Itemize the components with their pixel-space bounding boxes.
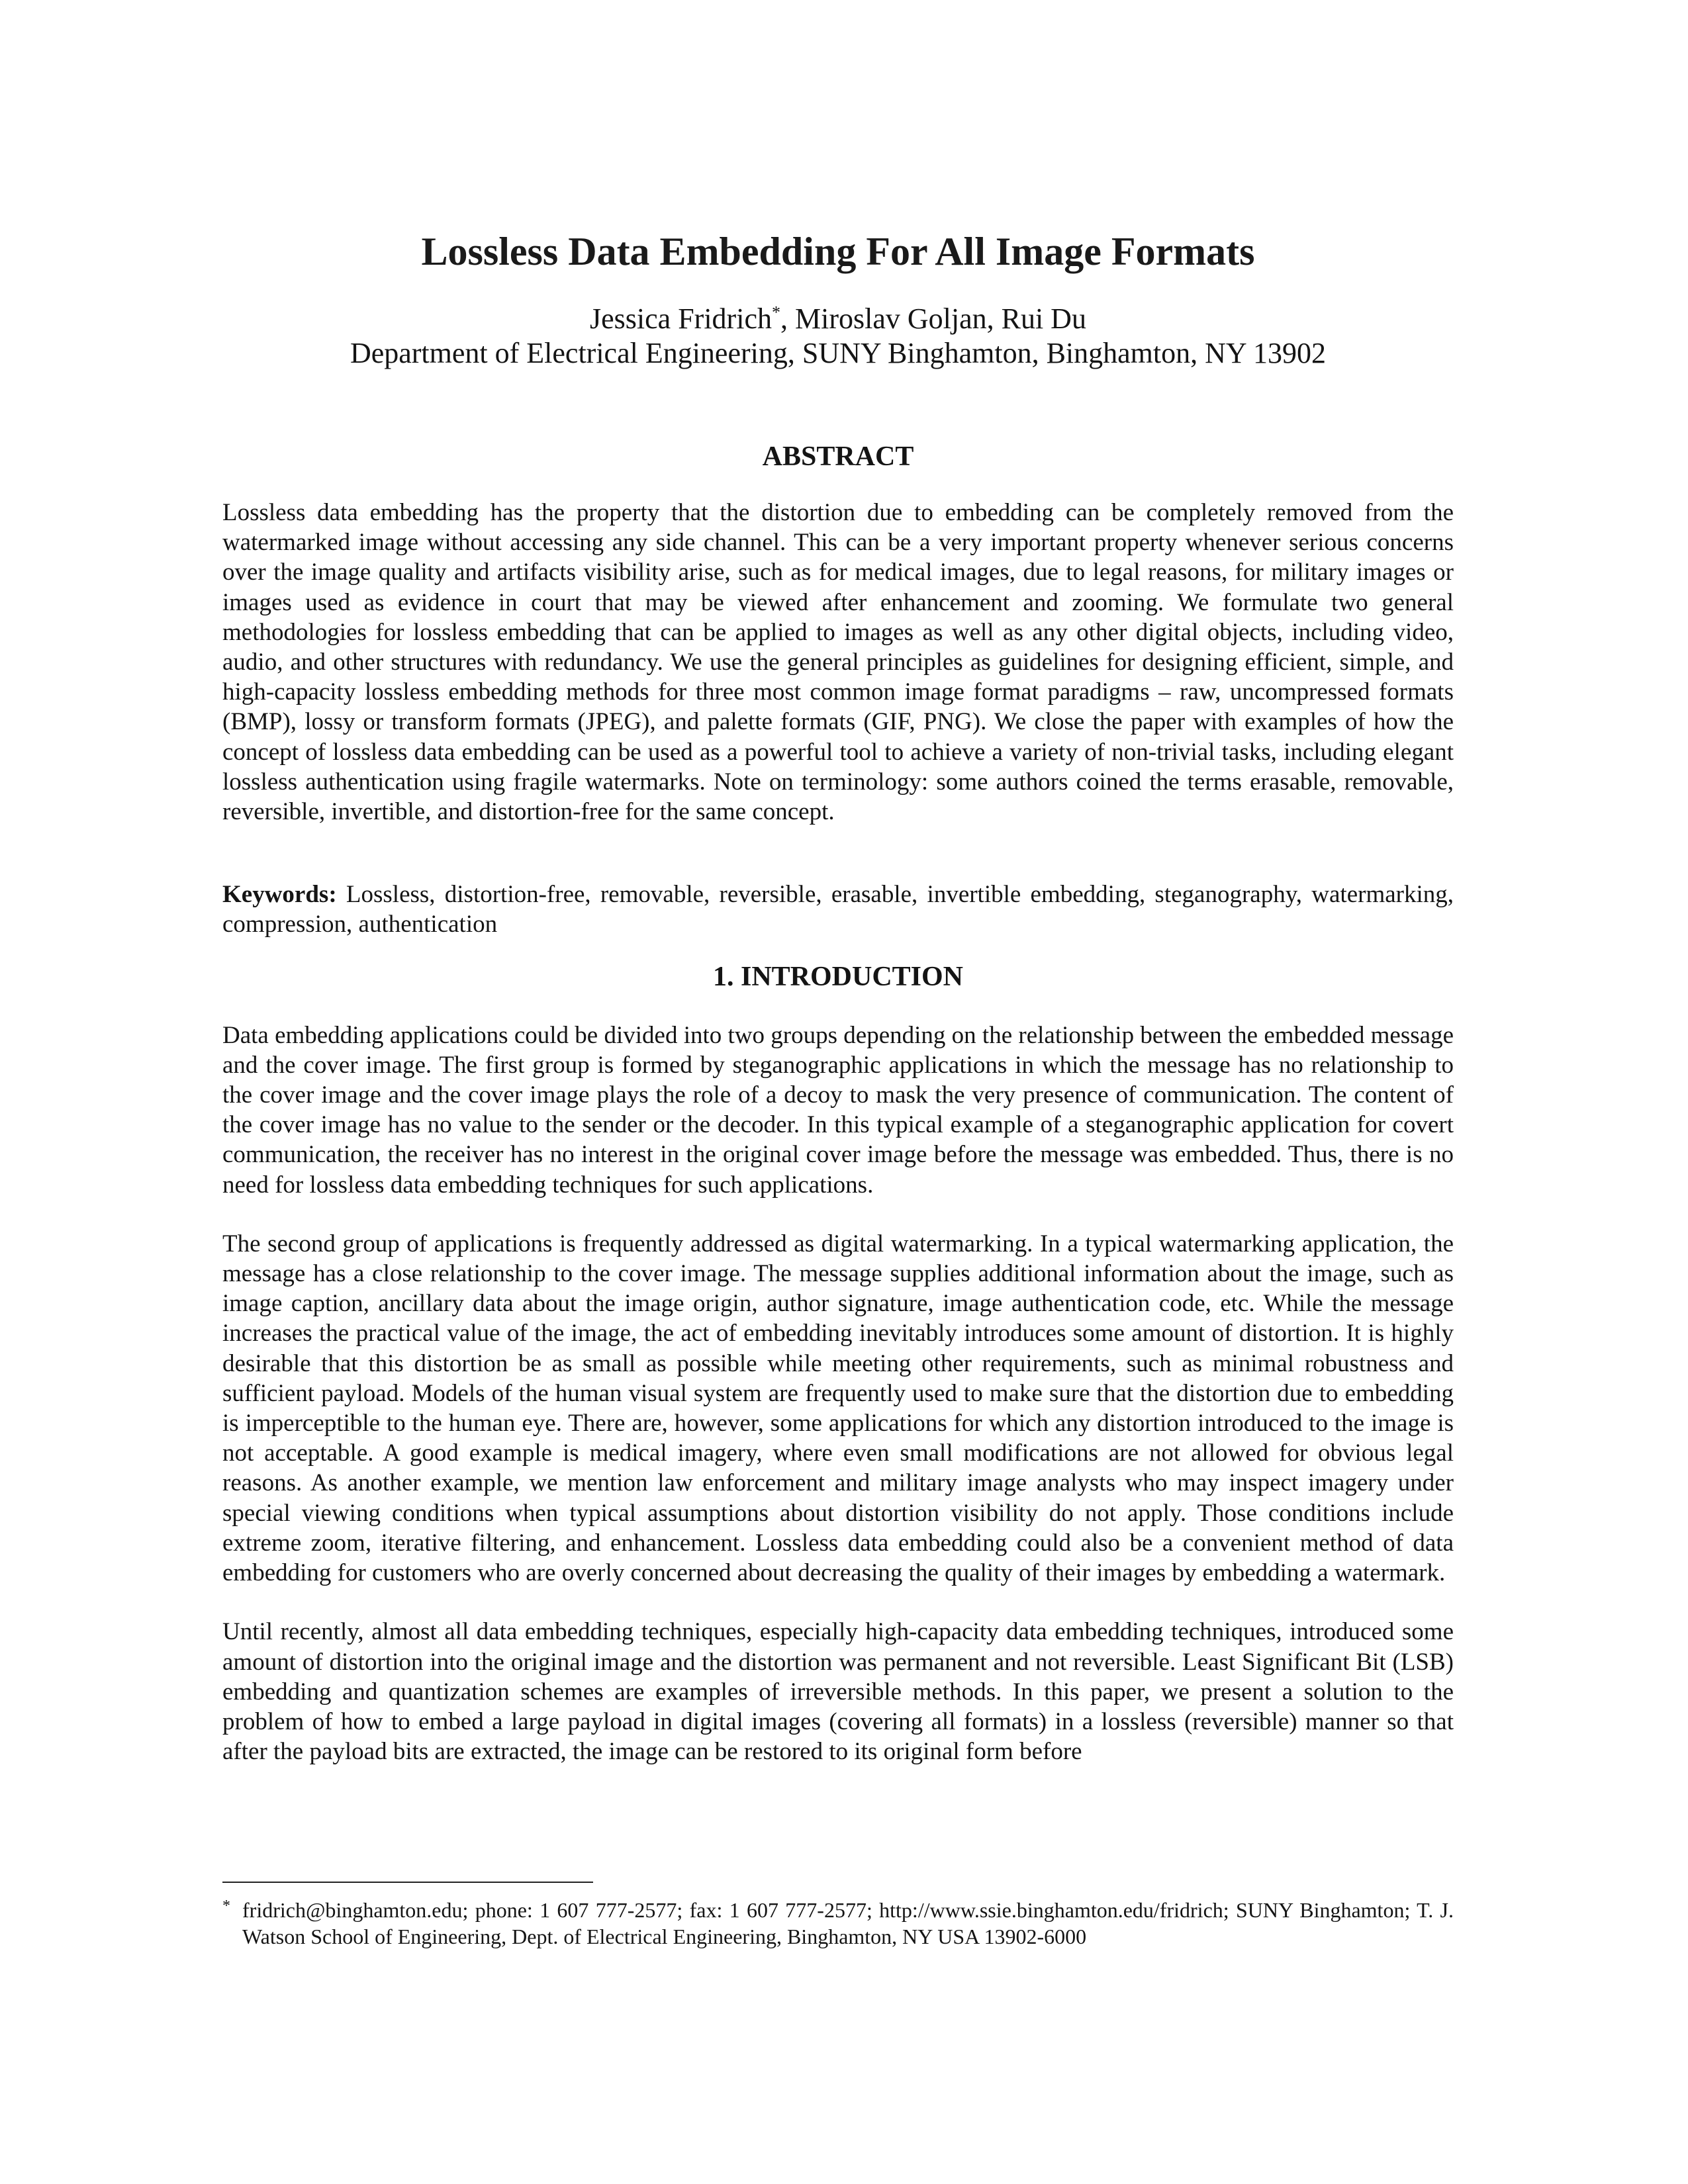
affiliation: Department of Electrical Engineering, SUNY Binghamton, Binghamton, NY 13902 <box>350 337 1327 369</box>
footnote-text: fridrich@binghamton.edu; phone: 1 607 777-2577; fax: 1 607 777-2577; http://www.ssie.binghamton.edu/fridrich; SUNY Binghamton; T. J. Watson School of Engineering, Dept. of Electrical Engineering, Binghamton, NY USA 13902-6000 <box>242 1898 1454 1948</box>
intro-paragraph-2: The second group of applications is frequently addressed as digital watermarking. In a typical watermarking application, the message has a close relationship to the cover image. The message supplies additional information about the image, such as image caption, ancillary data about the image origin, author signature, image authentication code, etc. While the message increases the practical value of the image, the act of embedding inevitably introduces some amount of distortion. It is highly desirable that this distortion be as small as possible while meeting other requirements, such as minimal robustness and sufficient payload. Models of the human visual system are frequently used to make sure that the distortion due to embedding is imperceptible to the human eye. There are, however, some applications for which any distortion introduced to the image is not acceptable. A good example is medical imagery, where even small modifications are not allowed for obvious legal reasons. As another example, we mention law enforcement and military image analysts who may inspect imagery under special viewing conditions when typical assumptions about distortion visibility do not apply. Those conditions include extreme zoom, iterative filtering, and enhancement. Lossless data embedding could also be a convenient method of data embedding for customers who are overly concerned about decreasing the quality of their images by embedding a watermark. <box>222 1230 1454 1587</box>
keywords-text: Lossless, distortion-free, removable, reversible, erasable, invertible embedding, steganography, watermarking, compression, authentication <box>222 881 1454 938</box>
paper-title: Lossless Data Embedding For All Image Formats <box>421 230 1255 273</box>
footnote <box>222 1897 1454 1950</box>
footnote-rule <box>222 1882 593 1883</box>
footnote-mark: * <box>222 1897 230 1915</box>
abstract-heading: ABSTRACT <box>762 441 914 472</box>
other-authors: , Miroslav Goljan, Rui Du <box>780 302 1086 335</box>
intro-paragraph-3: Until recently, almost all data embedding techniques, especially high-capacity data embedding techniques, introduced some amount of distortion into the original image and the distortion was permanent and not reversible. Least Significant Bit (LSB) embedding and quantization schemes are examples of irreversible methods. In this paper, we present a solution to the problem of how to embed a large payload in digital images (covering all formats) in a lossless (reversible) manner so that after the payload bits are extracted, the image can be restored to its original form before <box>222 1618 1454 1766</box>
intro-paragraph-1: Data embedding applications could be divided into two groups depending on the relationship between the embedded message and the cover image. The first group is formed by steganographic applications in which the message has no relationship to the cover image and the cover image plays the role of a decoy to mask the very presence of communication. The content of the cover image has no value to the sender or the decoder. In this typical example of a steganographic application for covert communication, the receiver has no interest in the original cover image before the message was embedded. Thus, there is no need for lossless data embedding techniques for such applications. <box>222 1021 1454 1199</box>
first-author: Jessica Fridrich <box>590 302 772 335</box>
main-column <box>222 225 1454 1766</box>
author-list <box>222 302 1454 336</box>
keywords <box>222 880 1454 939</box>
keywords-label: Keywords: <box>222 881 337 909</box>
introduction-heading: 1. INTRODUCTION <box>712 961 964 992</box>
author-footnote-mark: * <box>771 302 780 322</box>
abstract-text: Lossless data embedding has the property that the distortion due to embedding can be completely removed from the watermarked image without accessing any side channel. This can be a very important property whenever serious concerns over the image quality and artifacts visibility arise, such as for medical images, due to legal reasons, for military images or images used as evidence in court that may be viewed after enhancement and zooming. We formulate two general methodologies for lossless embedding that can be applied to images as well as any other digital objects, including video, audio, and other structures with redundancy. We use the general principles as guidelines for designing efficient, simple, and high-capacity lossless embedding methods for three most common image format paradigms – raw, uncompressed formats (BMP), lossy or transform formats (JPEG), and palette formats (GIF, PNG). We close the paper with examples of how the concept of lossless data embedding can be used as a powerful tool to achieve a variety of non-trivial tasks, including elegant lossless authentication using fragile watermarks. Note on terminology: some authors coined the terms erasable, removable, reversible, invertible, and distortion-free for the same concept. <box>222 499 1454 826</box>
